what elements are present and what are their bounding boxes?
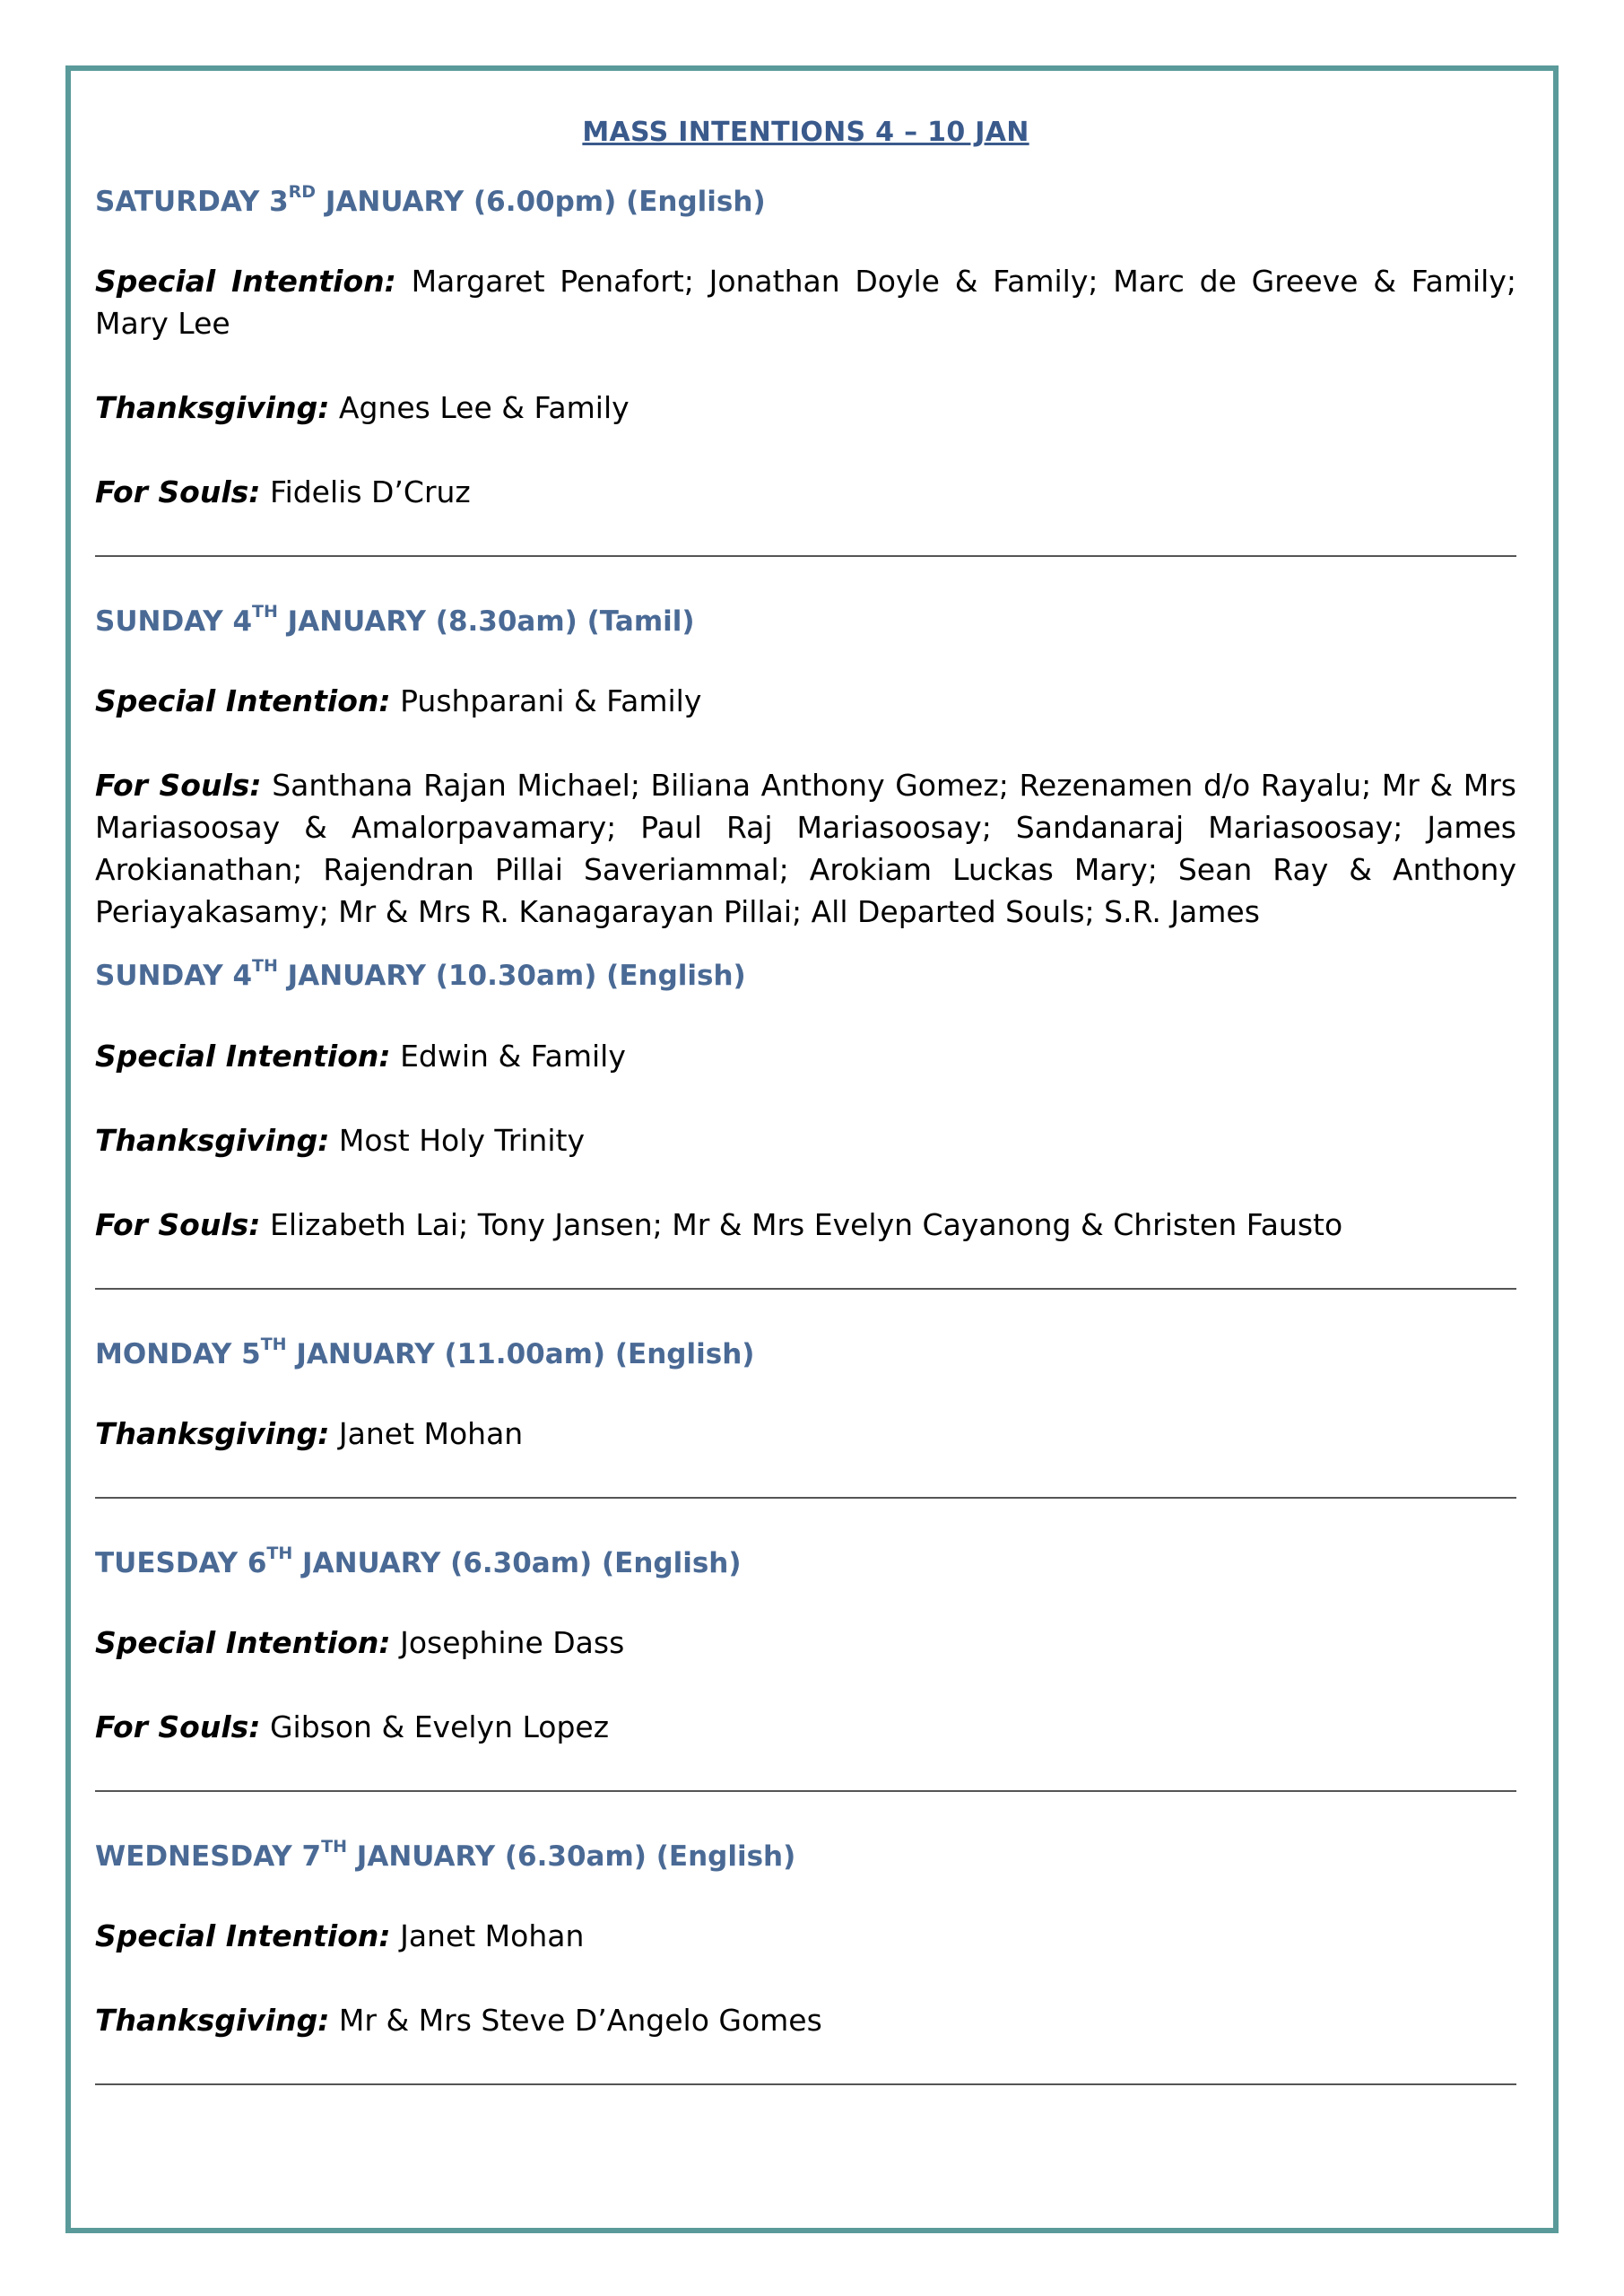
heading-ordinal: TH — [252, 956, 278, 977]
heading-day: MONDAY 5 — [95, 1337, 261, 1370]
section-divider — [95, 1497, 1516, 1499]
intention-text: Most Holy Trinity — [329, 1122, 585, 1158]
intention-entry — [95, 260, 1516, 344]
intention-text: Santhana Rajan Michael; Biliana Anthony Gomez; Rezenamen d/o Rayalu; Mr & Mrs Mariasoosay & Amalorpavamary; Paul Raj Mariasoosay; Sandanaraj Mariasoosay; James Arokianathan; Rajendran Pillai Saveriammal; Arokiam Luckas Mary; Sean Ray & Anthony Periayakasamy; Mr & Mrs R. Kanagarayan Pillai; All Departed Souls; S.R. James — [95, 768, 1516, 930]
mass-heading — [95, 1836, 1516, 1874]
heading-ordinal: RD — [288, 182, 317, 202]
mass-heading — [95, 1334, 1516, 1371]
heading-time: JANUARY (6.30am) (English) — [292, 1546, 742, 1579]
intention-text: Margaret Penafort; Jonathan Doyle & Family; Marc de Greeve & Family; Mary Lee — [95, 264, 1516, 342]
intention-label: Special Intention: — [95, 264, 396, 300]
intention-text: Josephine Dass — [390, 1624, 625, 1660]
intention-entry — [95, 680, 1516, 722]
heading-time: JANUARY (6.30am) (English) — [347, 1839, 796, 1873]
mass-section — [95, 182, 1516, 513]
intention-entry — [95, 1622, 1516, 1664]
intention-text: Elizabeth Lai; Tony Jansen; Mr & Mrs Evelyn Cayanong & Christen Fausto — [260, 1206, 1343, 1242]
mass-section — [95, 602, 1516, 933]
heading-day: SATURDAY 3 — [95, 186, 289, 218]
intention-entry — [95, 1915, 1516, 1957]
intention-label: For Souls: — [95, 474, 261, 510]
section-divider — [95, 1790, 1516, 1792]
intention-label: Thanksgiving: — [95, 1122, 330, 1158]
section-divider — [95, 2083, 1516, 2085]
heading-day: SUNDAY 4 — [95, 960, 253, 993]
intention-entry — [95, 1706, 1516, 1748]
intention-label: Special Intention: — [95, 1918, 391, 1954]
intention-entry — [95, 1035, 1516, 1077]
intention-label: For Souls: — [95, 768, 262, 804]
intention-label: Thanksgiving: — [95, 2003, 330, 2039]
heading-ordinal: TH — [321, 1836, 347, 1857]
heading-ordinal: TH — [266, 1543, 293, 1563]
intention-label: For Souls: — [95, 1709, 261, 1744]
mass-heading — [95, 182, 1516, 219]
heading-time: JANUARY (10.30am) (English) — [277, 960, 746, 993]
intention-entry — [95, 1204, 1516, 1246]
mass-section — [95, 1836, 1516, 2041]
intention-label: Special Intention: — [95, 1624, 391, 1660]
heading-time: JANUARY (8.30am) (Tamil) — [277, 605, 695, 639]
mass-section — [95, 1334, 1516, 1455]
intention-label: For Souls: — [95, 1206, 261, 1242]
heading-day: SUNDAY 4 — [95, 605, 253, 639]
intention-text: Pushparani & Family — [390, 683, 702, 719]
intention-entry — [95, 471, 1516, 513]
heading-ordinal: TH — [252, 602, 278, 622]
intention-label: Special Intention: — [95, 1038, 391, 1074]
intention-entry — [95, 1999, 1516, 2041]
heading-day: WEDNESDAY 7 — [95, 1839, 322, 1873]
intention-text: Edwin & Family — [390, 1038, 626, 1074]
mass-section — [95, 956, 1516, 1245]
section-divider — [95, 555, 1516, 557]
heading-time: JANUARY (6.00pm) (English) — [316, 186, 766, 218]
mass-section — [95, 1543, 1516, 1748]
intention-entry — [95, 387, 1516, 429]
section-divider — [95, 1288, 1516, 1290]
heading-time: JANUARY (11.00am) (English) — [286, 1337, 755, 1370]
heading-ordinal: TH — [260, 1334, 287, 1354]
intention-text: Janet Mohan — [390, 1918, 585, 1954]
intention-entry — [95, 1119, 1516, 1161]
intention-text: Agnes Lee & Family — [329, 390, 630, 426]
mass-heading — [95, 1543, 1516, 1580]
intention-label: Thanksgiving: — [95, 1415, 330, 1451]
intention-label: Thanksgiving: — [95, 390, 330, 426]
mass-heading — [95, 956, 1516, 993]
intention-text: Fidelis D’Cruz — [260, 474, 471, 510]
intention-text: Mr & Mrs Steve D’Angelo Gomes — [329, 2003, 822, 2039]
heading-day: TUESDAY 6 — [95, 1546, 267, 1579]
intention-entry — [95, 1413, 1516, 1455]
intention-entry — [95, 764, 1516, 933]
document-body — [95, 117, 1516, 2134]
intention-text: Gibson & Evelyn Lopez — [260, 1709, 610, 1744]
intention-label: Special Intention: — [95, 683, 391, 719]
mass-heading — [95, 602, 1516, 639]
intention-text: Janet Mohan — [329, 1415, 524, 1451]
page-title: MASS INTENTIONS 4 – 10 JAN — [582, 117, 1029, 148]
